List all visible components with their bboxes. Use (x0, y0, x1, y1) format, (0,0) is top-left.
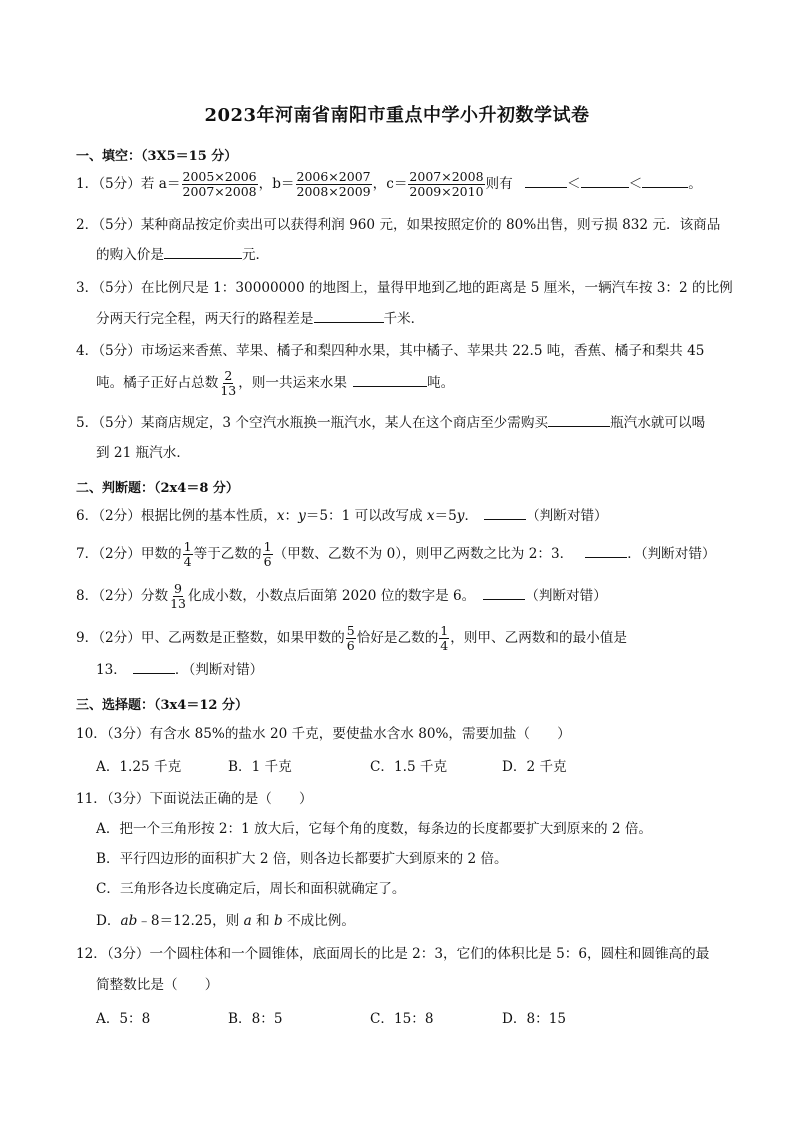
question-3-cont: 分两天行完全程，两天行的路程差是 千米． (96, 311, 425, 327)
section-header-multiple-choice: 三、选择题：（3x4＝12 分） (76, 698, 248, 713)
option-a[interactable]: A．5：8 (96, 1011, 151, 1027)
option-d[interactable]: D．ab﹣8＝12.25，则 a 和 b 不成比例。 (96, 913, 355, 929)
question-12: 12．（3分）一个圆柱体和一个圆锥体，底面周长的比是 2：3，它们的体积比是 5：6，圆柱和圆锥高的最 (76, 946, 710, 962)
option-a[interactable]: A．把一个三角形按 2：1 放大后，它每个角的度数，每条边的长度都要扩大到原来的 2 倍。 (96, 821, 653, 837)
answer-blank[interactable] (133, 661, 175, 674)
question-6: 6．（2分）根据比例的基本性质，x：y＝5：1 可以改写成 x＝5y． （判断对错） (76, 508, 608, 524)
option-c[interactable]: C．15：8 (370, 1011, 434, 1027)
fraction-b: $\frac{2006\times 2007}{2008\times 2009}$ (296, 169, 371, 199)
option-c[interactable]: C．三角形各边长度确定后，周长和面积就确定了。 (96, 881, 406, 897)
answer-blank[interactable] (581, 175, 629, 188)
answer-blank[interactable] (548, 414, 610, 427)
question-2-cont: 的购入价是 元． (96, 247, 270, 263)
section-header-true-false: 二、判断题：（2x4＝8 分） (76, 481, 239, 496)
answer-blank[interactable] (525, 175, 567, 188)
question-9: 9．（2分）甲、乙两数是正整数，如果甲数的 $\frac{5}{6}$ 恰好是乙数的 $\frac{1}{4}$ ，则甲、乙两数和的最小值是 (76, 623, 627, 653)
question-4: 4．（5分）市场运来香蕉、苹果、橘子和梨四种水果，其中橘子、苹果共 22.5 吨，香蕉、橘子和梨共 45 (76, 343, 705, 359)
option-b[interactable]: B．平行四边形的面积扩大 2 倍，则各边长都要扩大到原来的 2 倍。 (96, 851, 508, 867)
fraction-1-6: $\frac{1}{6}$ (263, 539, 272, 569)
answer-blank[interactable] (484, 507, 526, 520)
answer-blank[interactable] (483, 587, 525, 600)
section-header-fill-in: 一、填空：（3X5＝15 分） (76, 149, 238, 164)
fraction-1-4: $\frac{1}{4}$ (183, 539, 192, 569)
question-12-cont: 简整数比是（ ） (96, 977, 219, 993)
question-1: 1．（5分）若 a＝ $\frac{2005\times 2006}{2007\times 2008}$ ，b＝ $\frac{2006\times 2007}{2008\times 2009}$ ，c＝ $\frac{2007\times 2008}{2009\times 2010}$ 则有 ＜ ＜ 。 (76, 169, 702, 199)
option-b[interactable]: B．1 千克 (228, 759, 292, 775)
option-a[interactable]: A．1.25 千克 (96, 759, 182, 775)
option-d[interactable]: D．2 千克 (502, 759, 567, 775)
option-b[interactable]: B．8：5 (228, 1011, 283, 1027)
question-4-cont: 吨。橘子正好占总数 $\frac{2}{13}$ ，则一共运来水果 吨。 (96, 368, 455, 398)
fraction-9-13: $\frac{9}{13}$ (170, 581, 186, 611)
question-11: 11．（3分）下面说法正确的是（ ） (76, 791, 313, 807)
exam-title: 2023年河南省南阳市重点中学小升初数学试卷 (204, 105, 590, 126)
answer-blank[interactable] (585, 545, 627, 558)
question-7: 7．（2分）甲数的 $\frac{1}{4}$ 等于乙数的 $\frac{1}{6}$ （甲数、乙数不为 0），则甲乙两数之比为 2：3． ．（判断对错） (76, 539, 716, 569)
answer-blank[interactable] (314, 310, 384, 323)
question-8: 8．（2分）分数 $\frac{9}{13}$ 化成小数，小数点后面第 2020 位的数字是 6。 （判断对错） (76, 581, 607, 611)
fraction-1-4: $\frac{1}{4}$ (440, 623, 449, 653)
question-9-cont: 13． ．（判断对错） (96, 662, 264, 678)
question-10: 10．（3分）有含水 85%的盐水 20 千克，要使盐水含水 80%，需要加盐（ ） (76, 726, 571, 742)
question-3: 3．（5分）在比例尺是 1：30000000 的地图上，量得甲地到乙地的距离是 5 厘米，一辆汽车按 3：2 的比例 (76, 280, 733, 296)
option-c[interactable]: C．1.5 千克 (370, 759, 448, 775)
question-5-cont: 到 21 瓶汽水． (96, 445, 190, 461)
question-5: 5．（5分）某商店规定，3 个空汽水瓶换一瓶汽水，某人在这个商店至少需购买 瓶汽水就可以喝 (76, 415, 706, 431)
answer-blank[interactable] (353, 374, 427, 387)
question-2: 2．（5分）某种商品按定价卖出可以获得利润 960 元，如果按照定价的 80%出售，则亏损 832 元．该商品 (76, 217, 721, 233)
answer-blank[interactable] (642, 175, 688, 188)
fraction-c: $\frac{2007\times 2008}{2009\times 2010}$ (409, 169, 484, 199)
fraction-5-6: $\frac{5}{6}$ (346, 623, 355, 653)
option-d[interactable]: D．8：15 (502, 1011, 567, 1027)
answer-blank[interactable] (164, 246, 242, 259)
fraction-a: $\frac{2005\times 2006}{2007\times 2008}$ (182, 169, 257, 199)
fraction-2-13: $\frac{2}{13}$ (220, 368, 237, 398)
